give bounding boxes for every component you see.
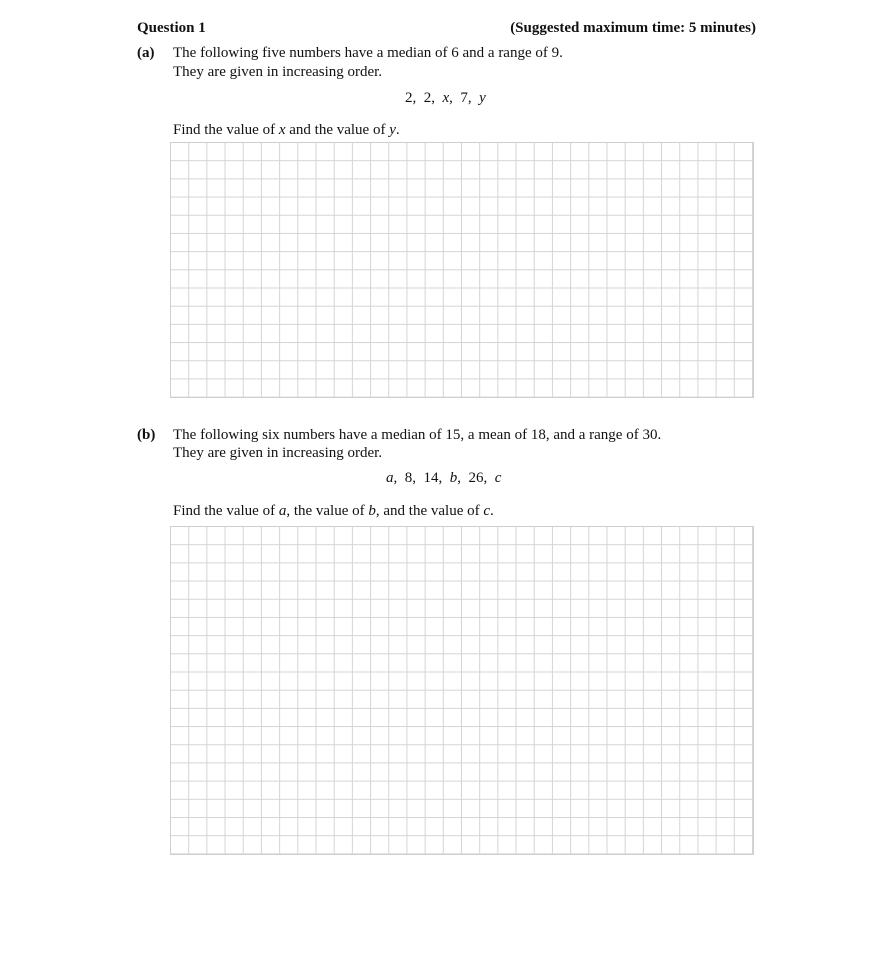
sequence-item: 2 <box>423 90 432 106</box>
part-b-label: (b) <box>137 427 156 443</box>
sequence-item: 2 <box>405 90 413 106</box>
sequence-item: c <box>494 470 502 486</box>
part-b-sequence: a, 8, 14, b, 26, c <box>386 470 502 486</box>
prompt-text: Find the value of <box>173 122 279 138</box>
sequence-item: a <box>386 470 394 486</box>
prompt-variable: x <box>278 122 286 138</box>
part-a-line2: They are given in increasing order. <box>173 64 383 80</box>
prompt-text: . <box>395 122 400 138</box>
prompt-text: , and the value of <box>375 503 484 519</box>
prompt-text: and the value of <box>285 122 390 138</box>
part-a-label: (a) <box>137 45 155 61</box>
part-b-line1: The following six numbers have a median of 15, a mean of 18, and a range of 30. <box>173 427 662 443</box>
sequence-item: y <box>479 90 486 106</box>
prompt-text: Find the value of <box>173 503 279 519</box>
sequence-item: 7 <box>460 90 468 106</box>
part-a-prompt <box>173 123 400 138</box>
part-b-line2: They are given in increasing order. <box>173 445 383 461</box>
sequence-item: 14 <box>423 470 439 486</box>
part-a-line1: The following five numbers have a median of 6 and a range of 9. <box>173 45 563 61</box>
prompt-variable: a <box>278 503 287 519</box>
prompt-variable: c <box>483 503 491 519</box>
answer-grid-a[interactable] <box>170 142 754 398</box>
answer-grid-b[interactable] <box>170 526 754 855</box>
time-note: (Suggested maximum time: 5 minutes) <box>510 20 756 36</box>
prompt-text: . <box>490 503 494 519</box>
sequence-item: 26 <box>468 470 484 486</box>
sequence-item: b <box>449 470 458 486</box>
part-a-sequence: 2, 2, x, 7, y <box>405 90 486 106</box>
question-title: Question 1 <box>137 20 206 36</box>
prompt-variable: b <box>368 503 376 519</box>
part-b-prompt <box>173 504 494 519</box>
sequence-item: x <box>442 90 450 106</box>
prompt-variable: y <box>389 122 396 138</box>
sequence-item: 8 <box>404 470 413 486</box>
prompt-text: , the value of <box>286 503 369 519</box>
